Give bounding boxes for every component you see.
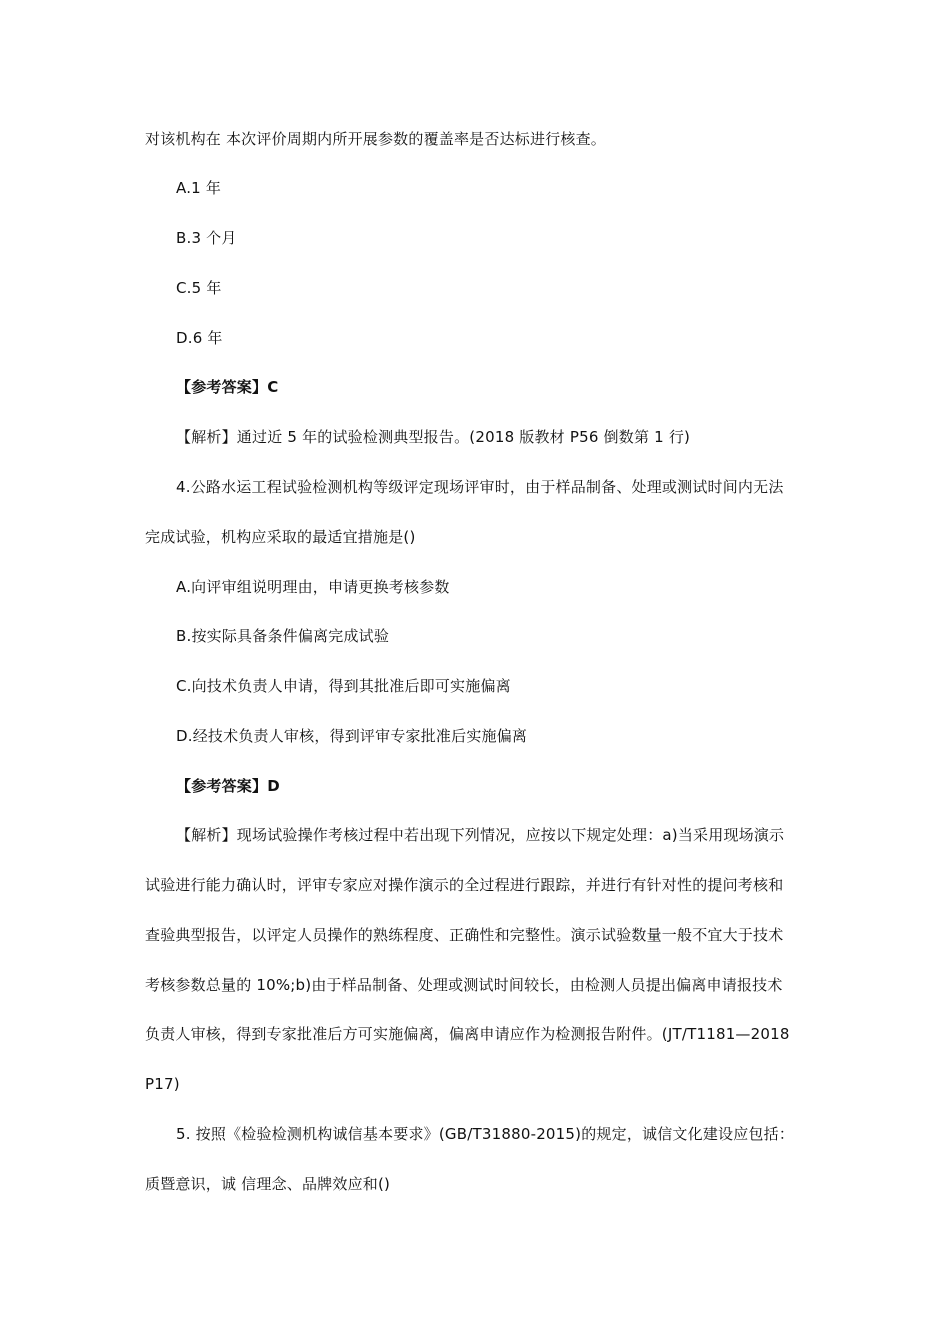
option-b: B.3 个月 xyxy=(176,229,237,247)
option-c: C.向技术负责人申请，得到其批准后即可实施偏离 xyxy=(176,677,511,695)
question-3-continuation: 对该机构在 本次评价周期内所开展参数的覆盖率是否达标进行核查。 xyxy=(145,130,606,148)
reference-answer: 【参考答案】C xyxy=(176,378,279,396)
question-4-line-1: 4.公路水运工程试验检测机构等级评定现场评审时，由于样品制备、处理或测试时间内无法 xyxy=(176,478,784,496)
analysis-line-2: 试验进行能力确认时，评审专家应对操作演示的全过程进行跟踪，并进行有针对性的提问考核和 xyxy=(145,876,784,894)
option-d: D.6 年 xyxy=(176,329,223,347)
question-5-line-1: 5. 按照《检验检测机构诚信基本要求》(GB/T31880-2015)的规定，诚信文化建设应包括： xyxy=(176,1125,795,1143)
question-5-line-2: 质暨意识，诚 信理念、品牌效应和() xyxy=(145,1175,391,1193)
analysis-paragraph: 【解析】通过近 5 年的试验检测典型报告。(2018 版教材 P56 倒数第 1 行) xyxy=(176,428,691,446)
option-a: A.向评审组说明理由，申请更换考核参数 xyxy=(176,578,450,596)
analysis-line-5: 负责人审核，得到专家批准后方可实施偏离，偏离申请应作为检测报告附件。(JT/T1181—2018 xyxy=(145,1025,790,1043)
analysis-line-6: P17) xyxy=(145,1075,180,1093)
question-4-line-2: 完成试验，机构应采取的最适宜措施是() xyxy=(145,528,416,546)
analysis-line-4: 考核参数总量的 10%;b)由于样品制备、处理或测试时间较长，由检测人员提出偏离申请报技术 xyxy=(145,976,783,994)
analysis-line-1: 【解析】现场试验操作考核过程中若出现下列情况，应按以下规定处理：a)当采用现场演示 xyxy=(176,826,785,844)
analysis-line-3: 查验典型报告，以评定人员操作的熟练程度、正确性和完整性。演示试验数量一般不宜大于技术 xyxy=(145,926,784,944)
option-b: B.按实际具备条件偏离完成试验 xyxy=(176,627,390,645)
reference-answer: 【参考答案】D xyxy=(176,777,280,795)
option-a: A.1 年 xyxy=(176,179,222,197)
option-d: D.经技术负责人审核，得到评审专家批准后实施偏离 xyxy=(176,727,528,745)
option-c: C.5 年 xyxy=(176,279,222,297)
